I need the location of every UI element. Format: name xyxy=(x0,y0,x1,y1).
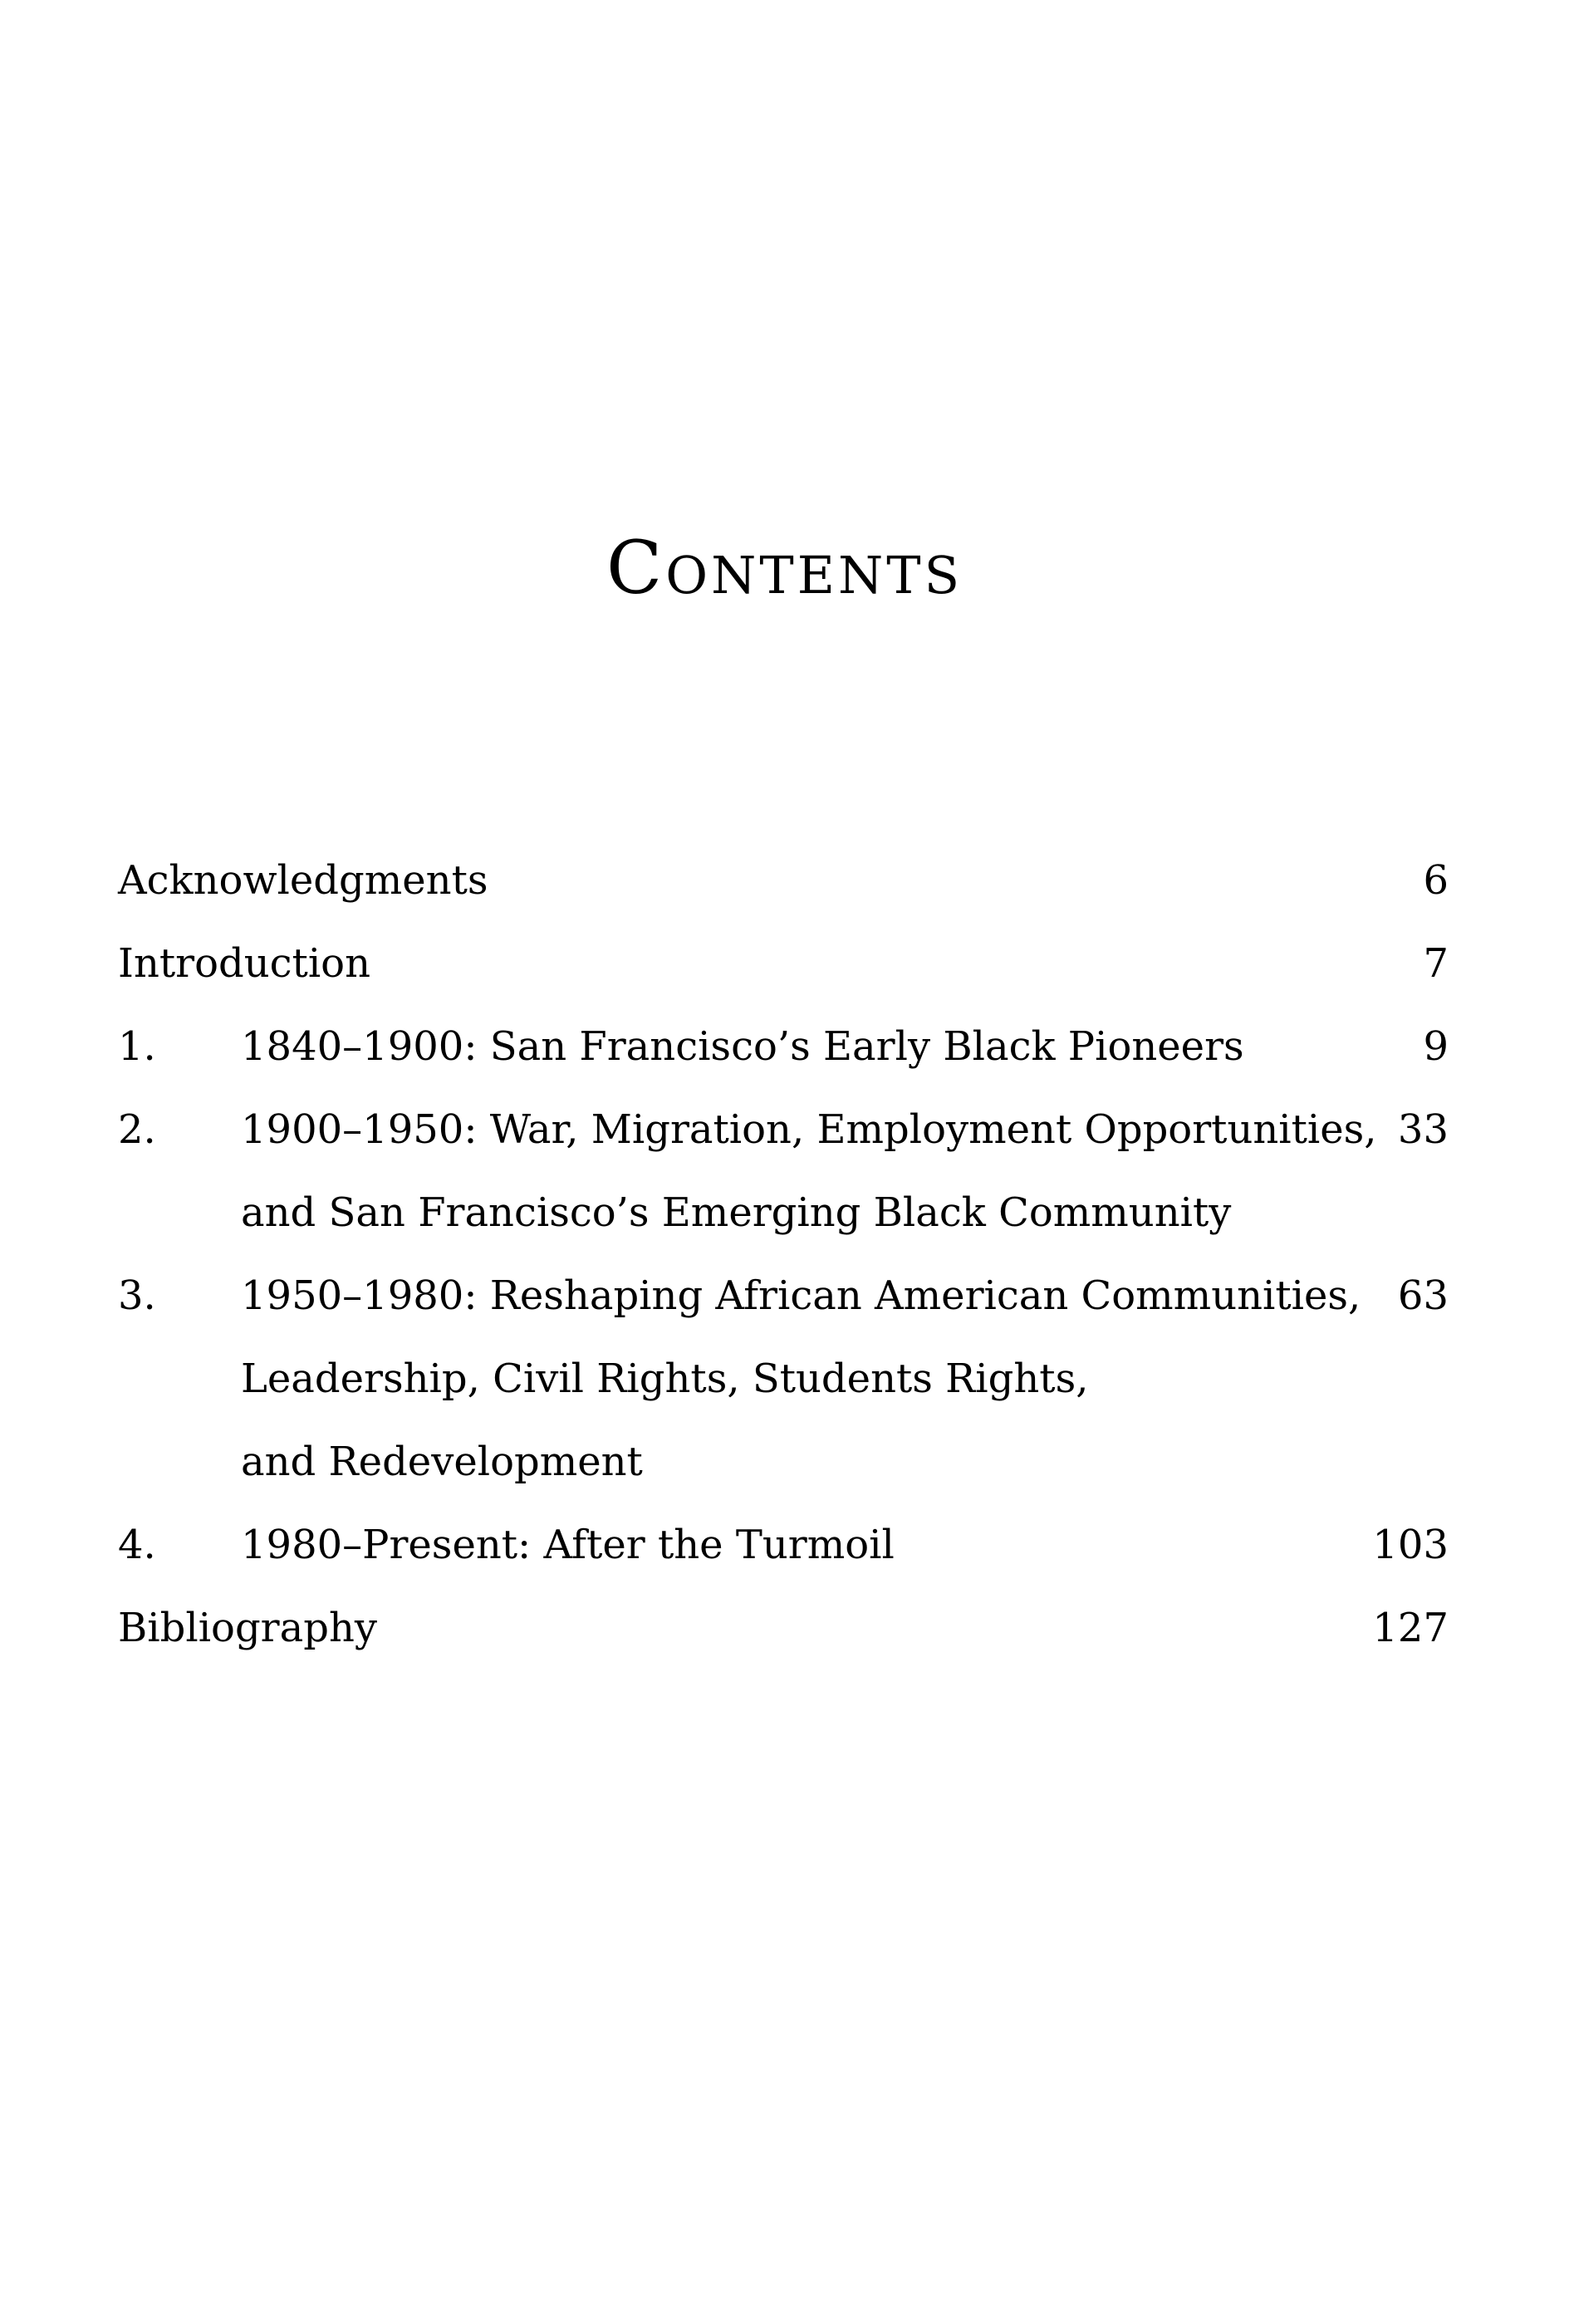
toc-entry-title-continued: and Redevelopment xyxy=(241,1439,643,1485)
toc-page-number: 33 xyxy=(1397,1106,1449,1153)
toc-page-number: 63 xyxy=(1397,1272,1449,1319)
toc-page-number: 103 xyxy=(1372,1522,1449,1568)
toc-entry-title: 1840–1900: San Francisco’s Early Black Pioneers xyxy=(241,1023,1244,1070)
toc-page-number: 6 xyxy=(1423,857,1449,904)
toc-page-number: 127 xyxy=(1372,1605,1449,1651)
toc-chapter-number: 2. xyxy=(118,1106,156,1153)
toc-entry-title: 1950–1980: Reshaping African American Communities, xyxy=(241,1272,1361,1319)
toc-entry-title-continued: Leadership, Civil Rights, Students Rights, xyxy=(241,1356,1089,1402)
toc-entry-title: 1980–Present: After the Turmoil xyxy=(241,1522,895,1568)
toc-entry-introduction[interactable] xyxy=(118,922,1449,1005)
toc-entry-chapter-4[interactable] xyxy=(118,1503,1449,1586)
toc-entry-chapter-3[interactable] xyxy=(118,1254,1449,1337)
toc-page-number: 7 xyxy=(1423,940,1449,987)
toc-entry-title: Bibliography xyxy=(118,1605,377,1651)
toc-entry-chapter-2-continued xyxy=(118,1171,1449,1254)
toc-entry-title: 1900–1950: War, Migration, Employment Opportunities, xyxy=(241,1106,1377,1153)
toc-chapter-number: 3. xyxy=(118,1272,156,1319)
toc-entry-chapter-3-continued xyxy=(118,1337,1449,1420)
toc-entry-acknowledgments[interactable] xyxy=(118,839,1449,922)
toc-page-number: 9 xyxy=(1423,1023,1449,1070)
toc-entry-title: Introduction xyxy=(118,940,370,987)
page-title: Contents xyxy=(606,525,963,610)
table-of-contents xyxy=(118,839,1449,1669)
toc-entry-chapter-3-continued xyxy=(118,1420,1449,1503)
toc-chapter-number: 4. xyxy=(118,1522,156,1568)
toc-entry-chapter-2[interactable] xyxy=(118,1088,1449,1171)
toc-entry-title: Acknowledgments xyxy=(118,857,488,904)
toc-entry-title-continued: and San Francisco’s Emerging Black Community xyxy=(241,1189,1232,1236)
toc-chapter-number: 1. xyxy=(118,1023,156,1070)
toc-entry-chapter-1[interactable] xyxy=(118,1005,1449,1088)
toc-entry-bibliography[interactable] xyxy=(118,1586,1449,1669)
